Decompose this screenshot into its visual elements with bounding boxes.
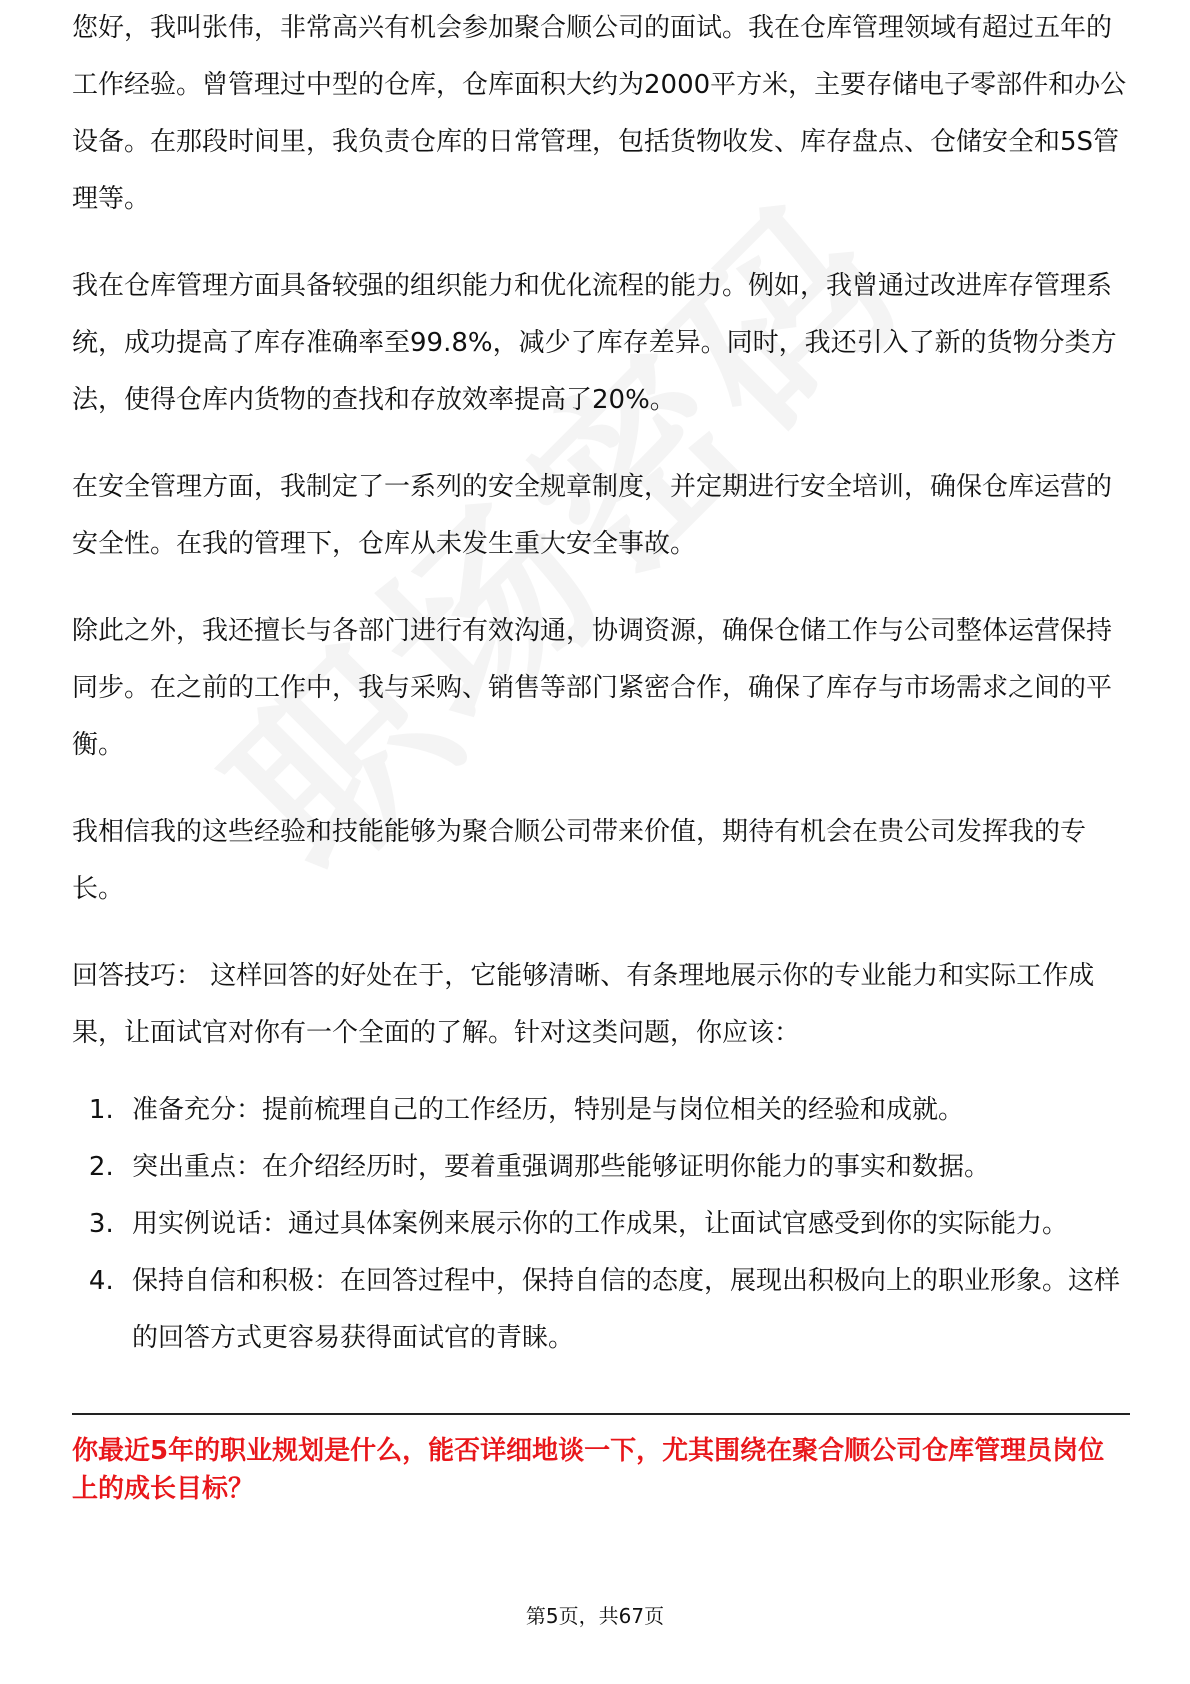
- tips-list: [72, 1082, 1130, 1367]
- document-body: [72, 13, 1130, 1367]
- paragraph-organization: 我在仓库管理方面具备较强的组织能力和优化流程的能力。例如，我曾通过改进库存管理系统，成功提高了库存准确率至99.8%，减少了库存差异。同时，我还引入了新的货物分类方法，使得仓库内货物的查找和存放效率提高了20%。: [72, 271, 1117, 415]
- answer-tips: [72, 948, 1130, 1062]
- list-item: 2. 突出重点：在介绍经历时，要着重强调那些能够证明你能力的事实和数据。: [122, 1139, 1130, 1196]
- paragraph-safety: 在安全管理方面，我制定了一系列的安全规章制度，并定期进行安全培训，确保仓库运营的安全性。在我的管理下，仓库从未发生重大安全事故。: [72, 472, 1113, 559]
- list-item: 4. 保持自信和积极：在回答过程中，保持自信的态度，展现出积极向上的职业形象。这样的回答方式更容易获得面试官的青睐。: [122, 1253, 1130, 1367]
- section-divider: [72, 1413, 1130, 1415]
- list-item: 1. 准备充分：提前梳理自己的工作经历，特别是与岗位相关的经验和成就。: [122, 1082, 1130, 1139]
- list-item: 3. 用实例说话：通过具体案例来展示你的工作成果，让面试官感受到你的实际能力。: [122, 1196, 1130, 1253]
- paragraph-communication: 除此之外，我还擅长与各部门进行有效沟通，协调资源，确保仓储工作与公司整体运营保持同步。在之前的工作中，我与采购、销售等部门紧密合作，确保了库存与市场需求之间的平衡。: [72, 616, 1113, 760]
- answer-tips-label: 回答技巧：: [72, 961, 203, 991]
- next-question: 你最近5年的职业规划是什么，能否详细地谈一下，尤其围绕在聚合顺公司仓库管理员岗位上的成长目标？: [72, 1436, 1105, 1504]
- paragraph-closing: 我相信我的这些经验和技能能够为聚合顺公司带来价值，期待有机会在贵公司发挥我的专长。: [72, 817, 1087, 904]
- answer-tips-text: 这样回答的好处在于，它能够清晰、有条理地展示你的专业能力和实际工作成果，让面试官对你有一个全面的了解。针对这类问题，你应该：: [72, 961, 1095, 1048]
- paragraph-intro: 您好，我叫张伟，非常高兴有机会参加聚合顺公司的面试。我在仓库管理领域有超过五年的工作经验。曾管理过中型的仓库，仓库面积大约为2000平方米，主要存储电子零部件和办公设备。在那段时间里，我负责仓库的日常管理，包括货物收发、库存盘点、仓储安全和5S管理等。: [72, 13, 1127, 214]
- page-number: 第5页，共67页: [525, 1604, 665, 1628]
